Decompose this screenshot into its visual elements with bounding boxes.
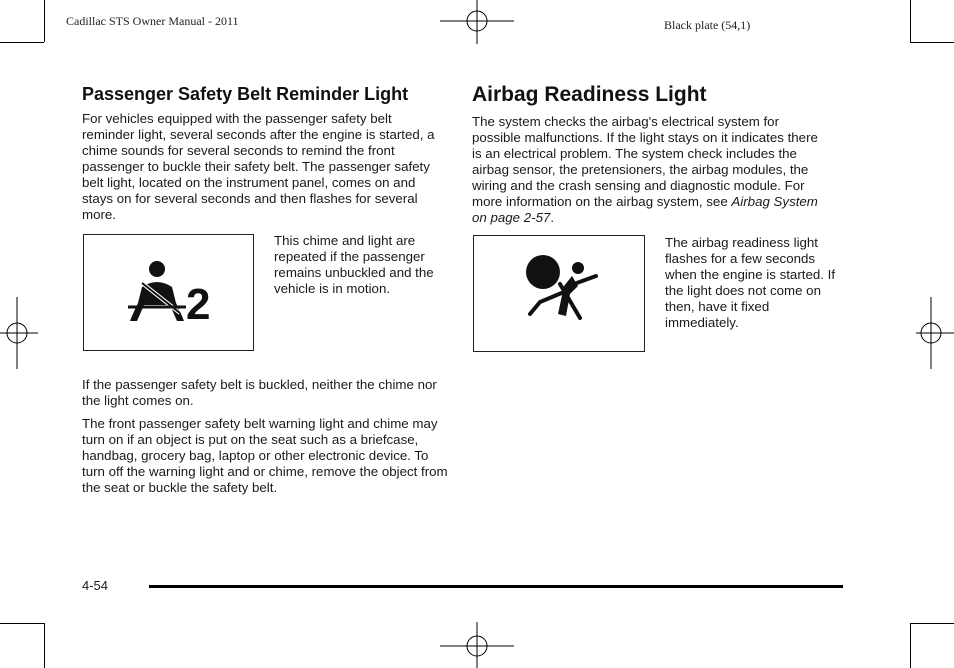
registration-mark-right	[914, 295, 954, 371]
passenger-belt-intro: For vehicles equipped with the passenger safety belt reminder light, several seconds after the engine is started, a chime sounds for several seconds to remind the front passenger to buckle their safety belt. The passenger safety belt light, located on the instrument panel, comes on and stays on for several seconds and then flashes for several more.	[82, 111, 435, 222]
passenger-belt-icon-caption: This chime and light are repeated if the passenger remains unbuckled and the vehicle is in motion.	[274, 233, 434, 296]
registration-mark-bottom	[438, 618, 518, 668]
registration-mark-top	[438, 0, 518, 46]
airbag-icon-frame	[473, 235, 645, 352]
footer-rule	[149, 585, 843, 588]
airbag-readiness-intro	[472, 114, 828, 226]
registration-mark-left	[0, 295, 40, 371]
running-header-title: Cadillac STS Owner Manual - 2011	[66, 14, 239, 28]
airbag-intro-text: The system checks the airbag's electrical system for possible malfunctions. If the light stays on it indicates there is an electrical problem. The system check includes the airbag sensor, the pretensioners, the airbag modules, the wiring and the crash sensing and diagnostic module. For more information on the airbag system, see	[472, 114, 818, 209]
page-number: 4-54	[82, 578, 109, 593]
airbag-readiness-icon	[474, 236, 643, 350]
belt-icon-digit: 2	[186, 280, 211, 329]
passenger-belt-object-note: The front passenger safety belt warning light and chime may turn on if an object is put on the seat such as a briefcase, handbag, grocery bag, laptop or other electronic device. To turn off the warning light and or chime, remove the object from the seat or buckle the safety belt.	[82, 416, 448, 495]
airbag-intro-end: .	[550, 210, 555, 225]
passenger-belt-buckled-note: If the passenger safety belt is buckled, neither the chime nor the light comes on.	[82, 377, 437, 408]
section-heading-passenger-belt: Passenger Safety Belt Reminder Light	[82, 84, 409, 104]
section-heading-airbag-readiness: Airbag Readiness Light	[472, 83, 707, 106]
airbag-icon-caption: The airbag readiness light flashes for a few seconds when the engine is started. If the light does not come on then, have it fixed immediately.	[665, 235, 836, 330]
passenger-belt-icon-frame	[83, 234, 254, 351]
plate-label: Black plate (54,1)	[664, 18, 751, 32]
airbag-system-reference: Airbag System on page 2-57	[472, 194, 818, 225]
passenger-belt-reminder-icon	[84, 235, 252, 349]
